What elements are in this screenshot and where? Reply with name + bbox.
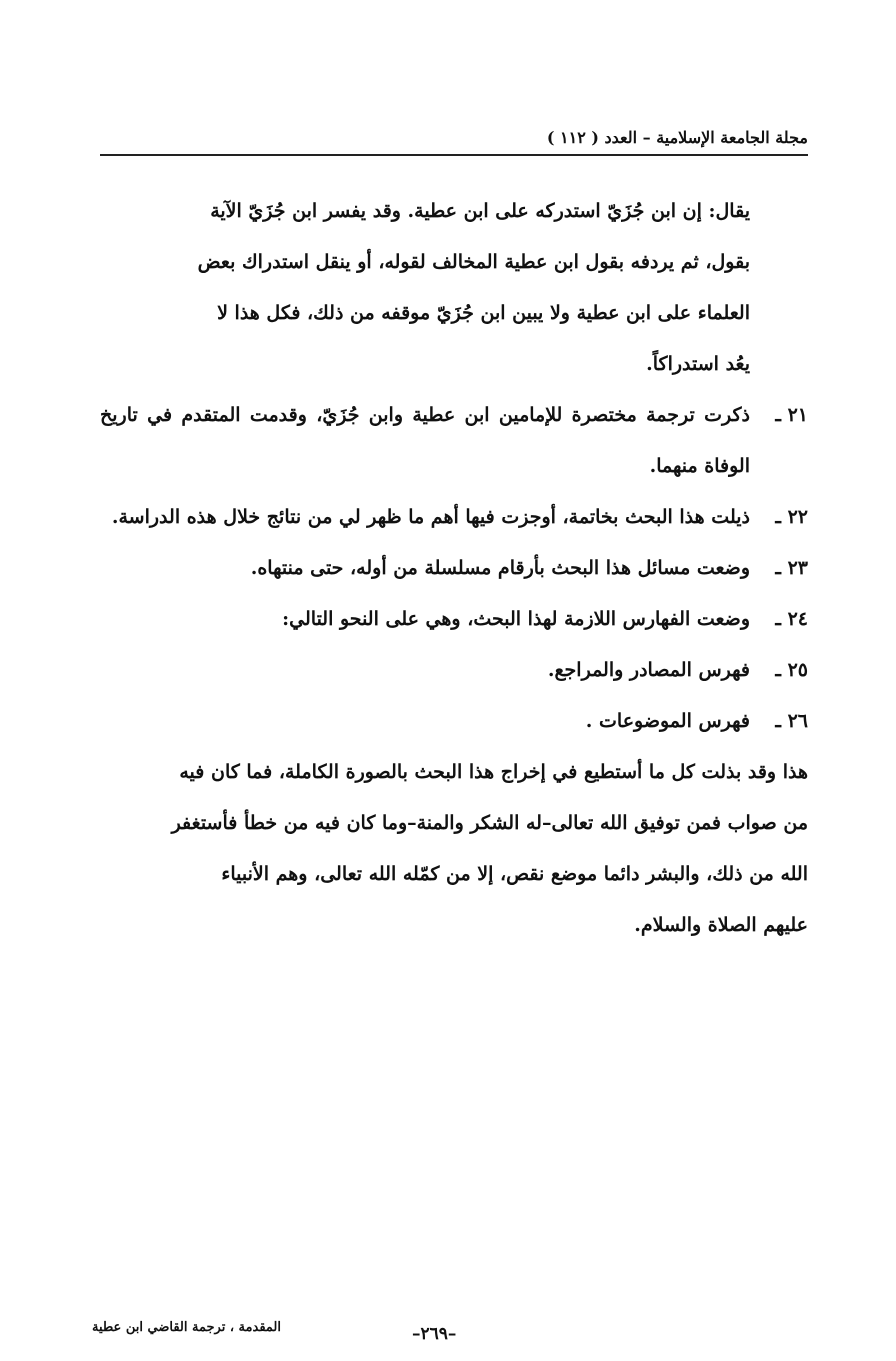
item-text: وضعت الفهارس اللازمة لهذا البحث، وهي على النحو التالي:	[282, 608, 750, 630]
footer-short-title: المقدمة ، ترجمة القاضي ابن عطية	[92, 1320, 281, 1335]
journal-title: مجلة الجامعة الإسلامية – العدد ( ١١٢ )	[546, 128, 808, 147]
text-line: الله من ذلك، والبشر دائما موضع نقص، إلا من كمّله الله تعالى، وهم الأنبياء	[221, 863, 808, 885]
item-text: ذكرت ترجمة مختصرة للإمامين ابن عطية وابن جُزَيّ، وقدمت المتقدم في تاريخ الوفاة منهما.	[100, 404, 750, 477]
list-item-22	[100, 492, 808, 543]
intro-paragraph	[100, 186, 808, 390]
page-number: –٢٦٩–	[412, 1324, 457, 1344]
page-footer	[0, 1320, 896, 1350]
running-header	[100, 126, 808, 156]
item-number: ٢١ ـ	[775, 404, 808, 426]
item-text: فهرس المصادر والمراجع.	[547, 659, 750, 681]
closing-paragraph	[100, 747, 808, 951]
item-number: ٢٦ ـ	[775, 710, 808, 732]
header-divider	[100, 154, 808, 156]
item-number: ٢٣ ـ	[775, 557, 808, 579]
text-line: بقول، ثم يردفه بقول ابن عطية المخالف لقوله، أو ينقل استدراك بعض	[197, 251, 750, 273]
text-line: هذا وقد بذلت كل ما أستطيع في إخراج هذا البحث بالصورة الكاملة، فما كان فيه	[179, 761, 808, 783]
text-line: يقال: إن ابن جُزَيّ استدركه على ابن عطية. وقد يفسر ابن جُزَيّ الآية	[210, 200, 750, 222]
text-line: العلماء على ابن عطية ولا يبين ابن جُزَيّ موقفه من ذلك، فكل هذا لا	[217, 302, 750, 324]
item-number: ٢٤ ـ	[775, 608, 808, 630]
list-item-23	[100, 543, 808, 594]
text-line: عليهم الصلاة والسلام.	[634, 914, 808, 936]
item-text: ذيلت هذا البحث بخاتمة، أوجزت فيها أهم ما ظهر لي من نتائج خلال هذه الدراسة.	[111, 506, 750, 528]
text-line: يعُد استدراكاً.	[646, 353, 750, 375]
list-item-26	[100, 696, 808, 747]
list-item-25	[100, 645, 808, 696]
text-line: من صواب فمن توفيق الله تعالى–له الشكر والمنة–وما كان فيه من خطأ فأستغفر	[171, 812, 808, 834]
page-body	[100, 186, 808, 951]
item-number: ٢٥ ـ	[775, 659, 808, 681]
item-text: فهرس الموضوعات .	[585, 710, 750, 732]
item-text: وضعت مسائل هذا البحث بأرقام مسلسلة من أوله، حتى منتهاه.	[250, 557, 750, 579]
item-number: ٢٢ ـ	[775, 506, 808, 528]
list-item-21	[100, 390, 808, 492]
list-item-24	[100, 594, 808, 645]
